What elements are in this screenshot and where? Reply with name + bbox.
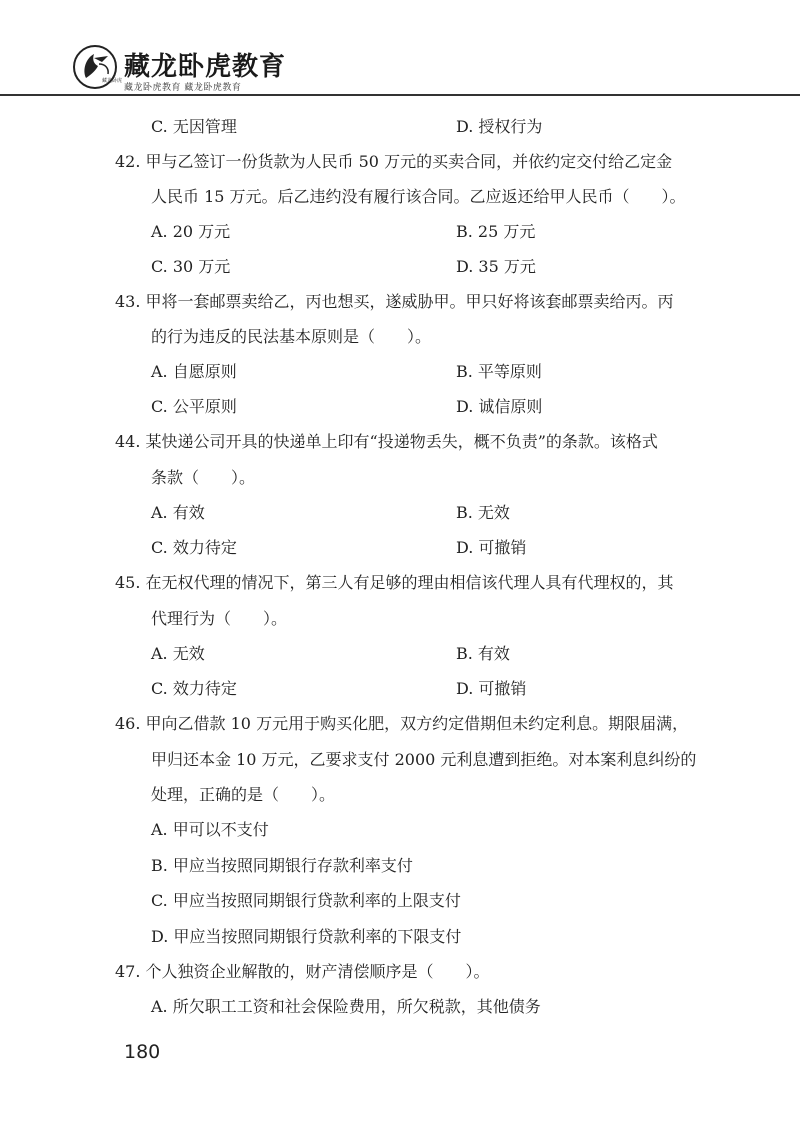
q45-option-a: A. 无效 — [151, 644, 205, 663]
q44-stem-line-1: 44. 某快递公司开具的快递单上印有“投递物丢失，概不负责”的条款。该格式 — [115, 432, 658, 451]
q42-option-a: A. 20 万元 — [151, 222, 231, 241]
emblem-caption: 藏龙卧虎 — [102, 78, 123, 84]
q42-stem-line-2: 人民币 15 万元。后乙违约没有履行该合同。乙应返还给甲人民币（ ）。 — [151, 187, 686, 206]
brand-tagline: 藏龙卧虎教育 藏龙卧虎教育 — [124, 83, 242, 93]
q43-stem-line-2: 的行为违反的民法基本原则是（ ）。 — [151, 327, 432, 346]
q45-stem-line-2: 代理行为（ ）。 — [151, 609, 288, 628]
q47-stem-line-1: 47. 个人独资企业解散的，财产清偿顺序是（ ）。 — [115, 962, 490, 981]
q44-stem-line-2: 条款（ ）。 — [151, 468, 256, 487]
q47-option-a: A. 所欠职工工资和社会保险费用，所欠税款，其他债务 — [151, 997, 541, 1016]
q45-stem-line-1: 45. 在无权代理的情况下，第三人有足够的理由相信该代理人具有代理权的，其 — [115, 573, 674, 592]
q43-option-b: B. 平等原则 — [456, 362, 542, 381]
q44-option-a: A. 有效 — [151, 503, 205, 522]
q46-stem-line-2: 甲归还本金 10 万元，乙要求支付 2000 元利息遭到拒绝。对本案利息纠纷的 — [151, 750, 697, 769]
q43-option-c: C. 公平原则 — [151, 397, 237, 416]
q41-option-c: C. 无因管理 — [151, 117, 237, 136]
q46-option-c: C. 甲应当按照同期银行贷款利率的上限支付 — [151, 891, 461, 910]
q46-stem-line-1: 46. 甲向乙借款 10 万元用于购买化肥，双方约定借期但未约定利息。期限届满， — [115, 714, 689, 733]
q45-option-b: B. 有效 — [456, 644, 510, 663]
q45-option-c: C. 效力待定 — [151, 679, 237, 698]
q44-option-c: C. 效力待定 — [151, 538, 237, 557]
q42-option-d: D. 35 万元 — [456, 257, 536, 276]
q45-option-d: D. 可撤销 — [456, 679, 527, 698]
brand-name: 藏龙卧虎教育 — [124, 52, 287, 82]
q42-option-b: B. 25 万元 — [456, 222, 536, 241]
q46-option-b: B. 甲应当按照同期银行存款利率支付 — [151, 856, 413, 875]
q43-option-d: D. 诚信原则 — [456, 397, 543, 416]
q43-stem-line-1: 43. 甲将一套邮票卖给乙，丙也想买，遂威胁甲。甲只好将该套邮票卖给丙。丙 — [115, 292, 674, 311]
page-number: 180 — [124, 1041, 161, 1063]
q46-stem-line-3: 处理，正确的是（ ）。 — [151, 785, 336, 804]
q44-option-b: B. 无效 — [456, 503, 510, 522]
q41-option-d: D. 授权行为 — [456, 117, 543, 136]
q42-stem-line-1: 42. 甲与乙签订一份货款为人民币 50 万元的买卖合同，并依约定交付给乙定金 — [115, 152, 673, 171]
q46-option-d: D. 甲应当按照同期银行贷款利率的下限支付 — [151, 927, 462, 946]
q46-option-a: A. 甲可以不支付 — [151, 820, 269, 839]
q44-option-d: D. 可撤销 — [456, 538, 527, 557]
q43-option-a: A. 自愿原则 — [151, 362, 237, 381]
q42-option-c: C. 30 万元 — [151, 257, 231, 276]
